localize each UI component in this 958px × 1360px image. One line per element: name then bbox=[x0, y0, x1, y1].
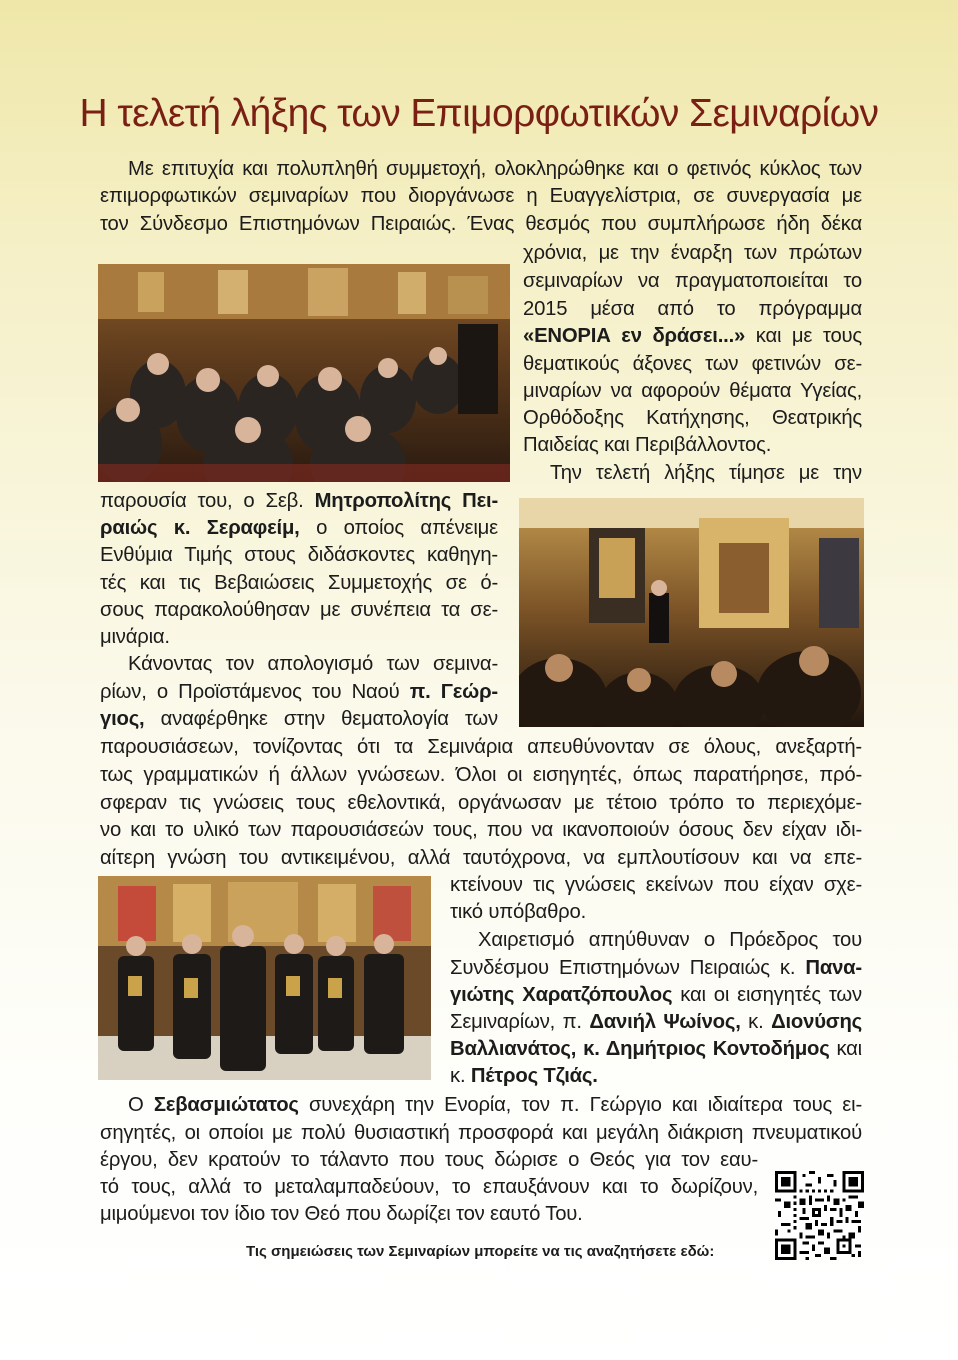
p2-line-4: Ενθύμια Τιμής στους διδάσκοντες καθηγη- bbox=[100, 544, 498, 566]
p3-line-6: σφεραν τις γνώσεις τους εθελοντικά, οργάνωσαν με τέτοιο τρόπο το περιεχόμε- bbox=[100, 792, 862, 814]
p1-line-8: θεματικούς άξονες των φετινών σε- bbox=[523, 353, 862, 375]
p2-line-2: παρουσία του, ο Σεβ. Μητροπολίτης Πει- bbox=[100, 490, 498, 512]
p2-line-5: τές και τις Βεβαιώσεις Συμμετοχής σε ό- bbox=[100, 572, 498, 594]
p1-line-5: σεμιναρίων να πραγματοποιείται το bbox=[523, 270, 862, 292]
p1-line-11: Παιδείας και Περιβάλλοντος. bbox=[523, 434, 772, 456]
p1-line-1: Με επιτυχία και πολυπληθή συμμετοχή, ολοκληρώθηκε και ο φετινός κύκλος των bbox=[128, 158, 862, 180]
p4-line-2: Συνδέσμου Επιστημόνων Πειραιώς κ. Πανα- bbox=[450, 957, 862, 979]
p5-line-5: μιμούμενοι τον ίδιο τον Θεό που δωρίζει τον εαυτό Του. bbox=[100, 1203, 583, 1225]
p1-line-6: 2015 μέσα από το πρόγραμμα bbox=[523, 298, 862, 320]
page-title: Η τελετή λήξης των Επιμορφωτικών Σεμιναρίων bbox=[79, 92, 879, 135]
p5-line-4: τό τους, αλλά το μεταλαμπαδεύουν, το επαυξάνουν και το δωρίζουν, bbox=[100, 1176, 758, 1198]
church-interior-photo bbox=[519, 498, 864, 727]
p3-line-10: τικό υπόβαθρο. bbox=[450, 901, 587, 923]
p2-line-7: μινάρια. bbox=[100, 626, 170, 648]
p1-line-9: μιναρίων να αφορούν θέματα Υγείας, bbox=[523, 380, 862, 402]
program-name: «ΕΝΟΡΙΑ εν δράσει...» bbox=[523, 325, 746, 347]
p1-line-10: Ορθόδοξης Κατήχησης, Θεατρικής bbox=[523, 407, 862, 429]
p3-line-8: αίτερη γνώση του αντικειμένου, αλλά ταυτόχρονα, να εμπλουτίσουν και να επε- bbox=[100, 847, 862, 869]
p1-line-4: χρόνια, με την έναρξη των πρώτων bbox=[523, 242, 862, 264]
p2-line-6: σους παρακολούθησαν με συνέπεια τα σε- bbox=[100, 599, 498, 621]
group-photo bbox=[98, 876, 431, 1080]
p4-line-5: Βαλλιανάτος, κ. Δημήτριος Κοντοδήμος και bbox=[450, 1038, 862, 1060]
p4-line-1: Χαιρετισμό απηύθυναν ο Πρόεδρος του bbox=[478, 929, 862, 951]
p3-line-3: γιος, αναφέρθηκε στην θεματολογία των bbox=[100, 708, 498, 730]
p3-line-4: παρουσιάσεων, τονίζοντας ότι τα Σεμινάρια απευθύνονταν σε όλους, ανεξαρτή- bbox=[100, 736, 862, 758]
qr-code[interactable] bbox=[775, 1171, 864, 1260]
p3-line-7: νο και το υλικό των παρουσιάσεών τους, που να ικανοποιούν όσους δεν είχαν ιδι- bbox=[100, 819, 862, 841]
p5-line-1: Ο Σεβασμιώτατος συνεχάρη την Ενορία, τον π. Γεώργιο και ιδιαίτερα τους ει- bbox=[128, 1094, 863, 1116]
p2-line-3: ραιώς κ. Σεραφείμ, ο οποίος απένειμε bbox=[100, 517, 498, 539]
p5-line-3: έργου, δεν κρατούν το τάλαντο που τους δώρισε ο Θεός για τον εαυ- bbox=[100, 1149, 758, 1171]
p3-line-2: ρίων, ο Προϊστάμενος του Ναού π. Γεώρ- bbox=[100, 681, 498, 703]
p5-line-2: σηγητές, οι οποίοι με πολύ θυσιαστική προσφορά και μεγάλη διάκριση πνευματικού bbox=[100, 1122, 862, 1144]
p3-line-1: Κάνοντας τον απολογισμό των σεμινα- bbox=[128, 653, 498, 675]
p1-line-7: «ΕΝΟΡΙΑ εν δράσει...» και με τους bbox=[523, 325, 862, 347]
p1-line-3: τον Σύνδεσμο Επιστημόνων Πειραιώς. Ένας θεσμός που συμπλήρωσε ήδη δέκα bbox=[100, 213, 862, 235]
p4-line-3: γιώτης Χαρατζόπουλος και οι εισηγητές των bbox=[450, 984, 862, 1006]
seminar-notes-caption: Τις σημειώσεις των Σεμιναρίων μπορείτε να τις αναζητήσετε εδώ: bbox=[246, 1243, 715, 1260]
p4-line-4: Σεμιναρίων, π. Δανιήλ Ψωίνος, κ. Διονύσης bbox=[450, 1011, 863, 1033]
audience-photo bbox=[98, 264, 510, 482]
p4-line-6: κ. Πέτρος Τζιάς. bbox=[450, 1065, 598, 1087]
p1-line-2: επιμορφωτικών σεμιναρίων που διοργάνωσε η Ευαγγελίστρια, σε συνεργασία με bbox=[100, 185, 862, 207]
p3-line-9: κτείνουν τις γνώσεις εκείνων που είχαν σχε- bbox=[450, 874, 862, 896]
p3-line-5: τως γραμματικών ή άλλων γνώσεων. Όλοι οι εισηγητές, όπως παρατήρησε, πρό- bbox=[100, 764, 862, 786]
p2-line-1: Την τελετή λήξης τίμησε με την bbox=[550, 462, 862, 484]
